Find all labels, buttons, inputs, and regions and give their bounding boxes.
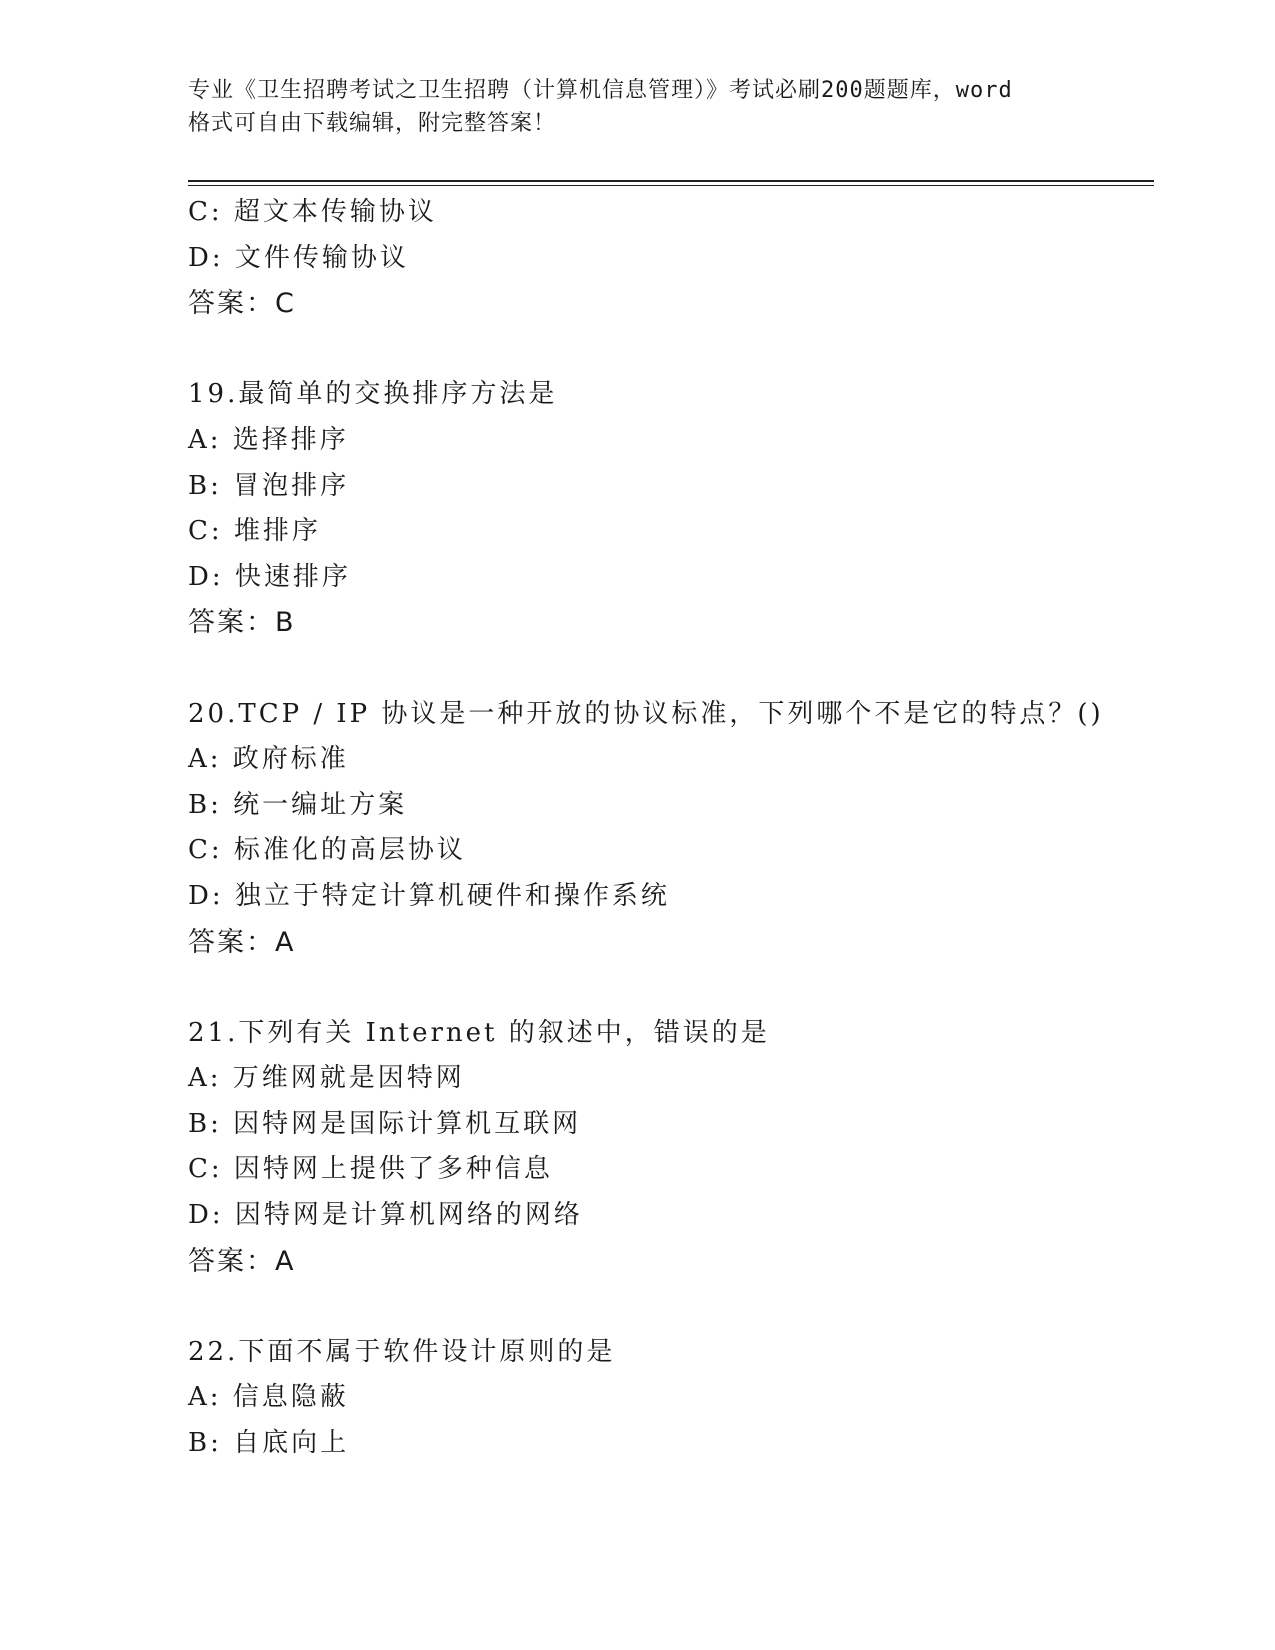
option-line: A: 政府标准 [188,744,349,775]
question-gap [188,327,1148,373]
option-line: C: 超文本传输协议 [188,197,437,227]
option-line: D: 文件传输协议 [188,242,409,273]
option-line: B: 统一编址方案 [188,789,408,820]
option-line: C: 标准化的高层协议 [188,835,466,866]
option-line: A: 信息隐蔽 [188,1382,349,1413]
header-rule-thin [188,185,1154,186]
answer-line: 答案：A [188,1245,296,1277]
question-gap [188,1284,1148,1330]
answer-line: 答案：C [188,288,296,320]
header-line-1: 专业《卫生招聘考试之卫生招聘（计算机信息管理）》考试必刷200题题库，word [188,78,1013,103]
option-line: D: 独立于特定计算机硬件和操作系统 [188,880,670,911]
option-line: C: 因特网上提供了多种信息 [188,1154,553,1185]
option-line: D: 快速排序 [188,561,351,592]
question-list [188,190,1148,1467]
option-line: B: 自底向上 [188,1428,350,1459]
option-line: A: 万维网就是因特网 [188,1063,465,1094]
option-line: B: 冒泡排序 [188,470,350,501]
question-stem: 20.TCP / IP 协议是一种开放的协议标准，下列哪个不是它的特点？() [188,698,1104,729]
question-gap [188,965,1148,1011]
header-rule-thick [188,180,1154,182]
answer-line: 答案：B [188,607,296,639]
header-line-2: 格式可自由下载编辑，附完整答案！ [188,111,557,136]
answer-line: 答案：A [188,926,296,958]
document-header [188,74,1088,140]
question-stem: 21.下列有关 Internet 的叙述中，错误的是 [188,1017,770,1048]
question-stem: 22.下面不属于软件设计原则的是 [188,1336,616,1367]
option-line: D: 因特网是计算机网络的网络 [188,1200,583,1231]
option-line: A: 选择排序 [188,424,349,455]
question-stem: 19.最简单的交换排序方法是 [188,379,558,410]
question-gap [188,646,1148,692]
option-line: C: 堆排序 [188,516,321,547]
option-line: B: 因特网是国际计算机互联网 [188,1108,582,1139]
